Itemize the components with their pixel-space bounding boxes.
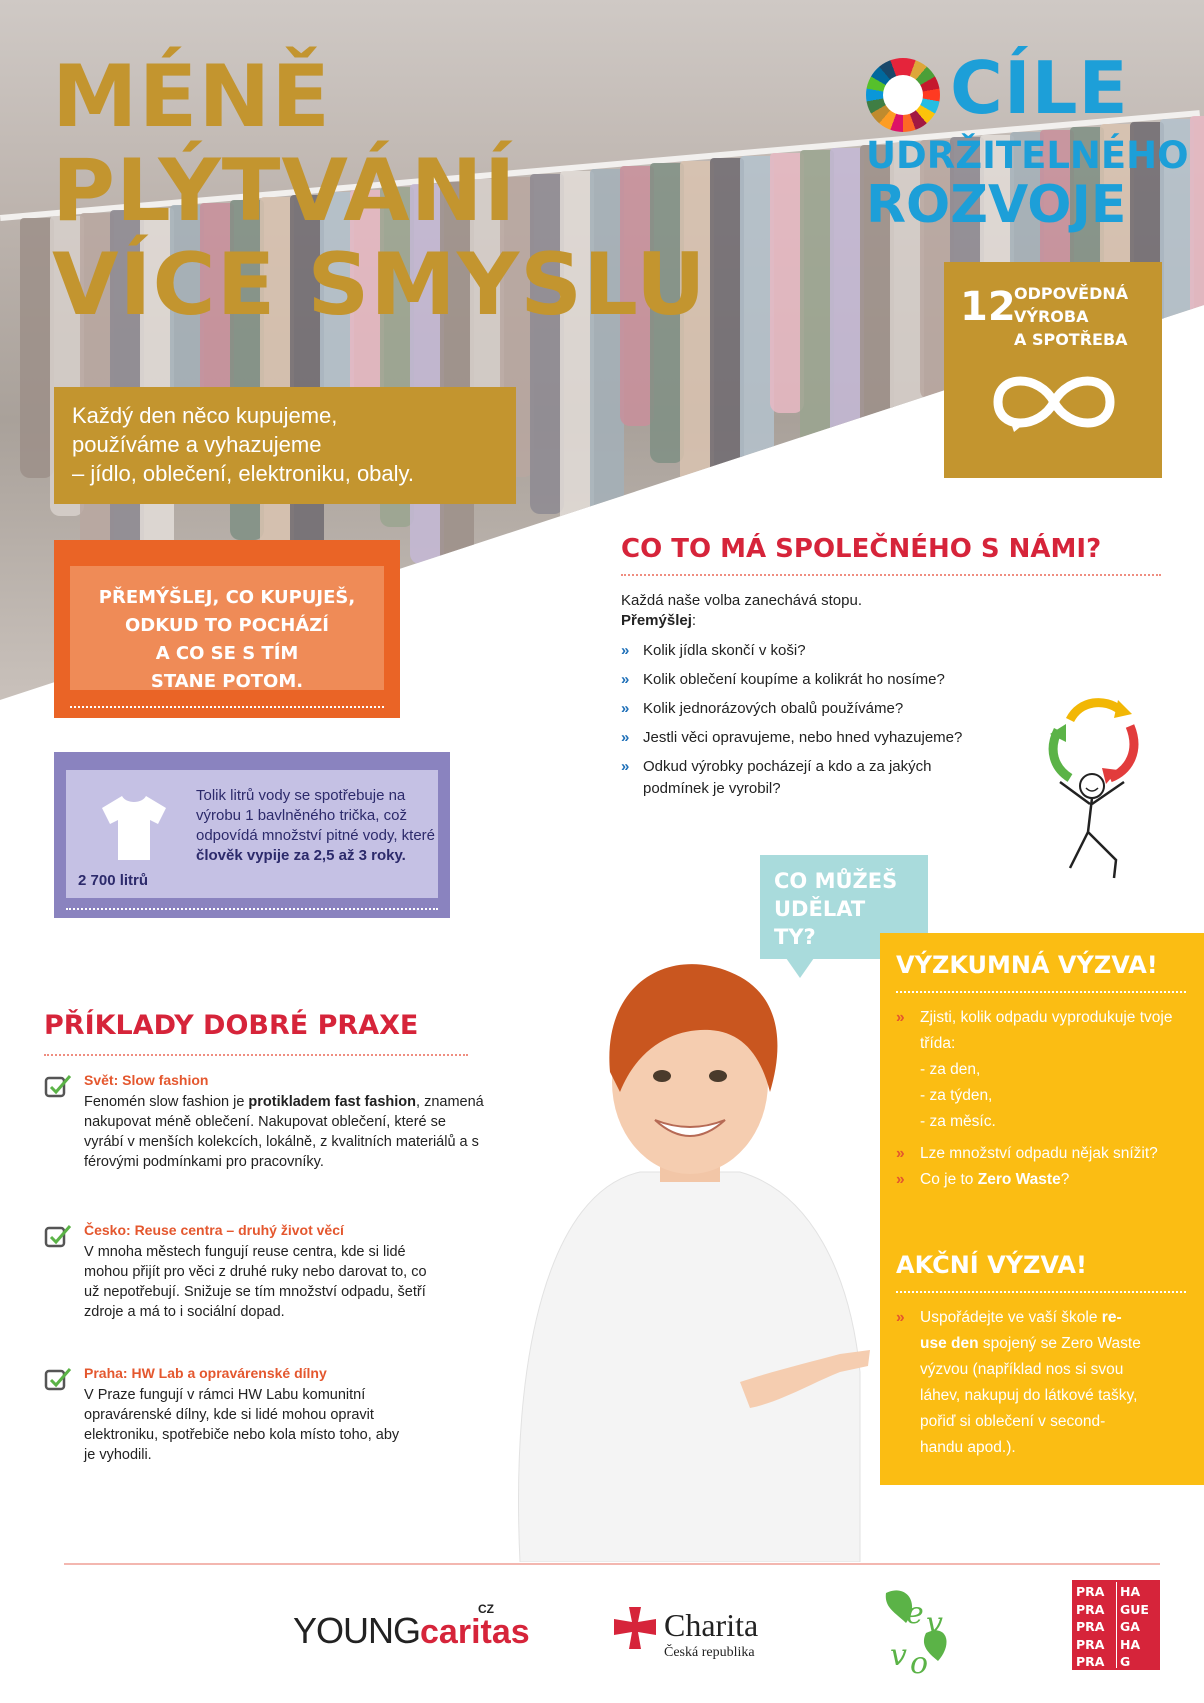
- list-item: [896, 1167, 1186, 1193]
- action-challenge-heading: AKČNÍ VÝZVA!: [896, 1251, 1087, 1279]
- action-text-b: spojený se Zero Waste výzvou (například nos si svou láhev, nakupuj do látkové tašky, pořiď si oblečení v second-handu apod.).: [920, 1335, 1141, 1456]
- example-body-bold: protikladem fast fashion: [248, 1094, 417, 1110]
- list-item: [896, 1141, 1186, 1167]
- research-challenge-heading: VÝZKUMNÁ VÝZVA!: [896, 951, 1158, 979]
- research-sub-1: - za den,: [920, 1061, 981, 1078]
- list-item: [621, 640, 1041, 662]
- research-item-3a: Co je to: [920, 1171, 978, 1188]
- water-text: [196, 786, 436, 866]
- evvo-letter-v2: v: [890, 1638, 907, 1673]
- title-line-3: VÍCE SMYSLU: [52, 235, 707, 335]
- list-item: [896, 1305, 1146, 1461]
- evvo-letter-o: o: [910, 1646, 929, 1678]
- dotted-divider: [896, 991, 1186, 993]
- water-fact-inner: [66, 770, 438, 898]
- sdg-wheel-icon: [866, 58, 940, 132]
- checkbox-check-icon: [44, 1074, 72, 1100]
- action-challenge-list: [896, 1305, 1146, 1461]
- praha-divider: [1116, 1582, 1117, 1668]
- co-to-ma-intro: Každá naše volba zanechává stopu.: [621, 592, 863, 609]
- praha-c1-3: PRA: [1076, 1619, 1105, 1634]
- infinity-icon: [984, 362, 1124, 442]
- example-body: V mnoha městech fungují reuse centra, kde si lidé mohou přijít pro věci z druhé ruky nebo darovat to, co už nepotřebují. Snižuje se tím množství odpadu, šetří zdroje a má to i sociální dopad.: [84, 1244, 427, 1320]
- research-item-1: Zjisti, kolik odpadu vyprodukuje tvoje třída:: [920, 1009, 1173, 1052]
- questions-list: [621, 640, 1041, 807]
- praha-c2-4: HA: [1120, 1636, 1141, 1652]
- chevron-right-icon: »: [621, 729, 630, 746]
- charita-logo: [612, 1605, 759, 1660]
- charita-name: Charita: [664, 1607, 759, 1643]
- sdg-logo: [866, 46, 1189, 235]
- action-text-bold: re-use den: [920, 1309, 1122, 1352]
- checkbox-check-icon: [44, 1224, 72, 1250]
- praha-c1-4: PRA: [1076, 1636, 1105, 1652]
- charita-cross-icon: [612, 1605, 658, 1651]
- list-item: [621, 727, 1041, 749]
- water-fact-box: [54, 752, 450, 918]
- section-heading-co-to-ma: CO TO MÁ SPOLEČNÉHO S NÁMI?: [621, 534, 1102, 564]
- praha-logo: [1072, 1580, 1160, 1670]
- question-text: Kolik jídla skončí v koši?: [643, 642, 806, 659]
- research-item-3-bold: Zero Waste: [977, 1171, 1061, 1188]
- example-title: Praha: HW Lab a opravárenské dílny: [84, 1365, 327, 1381]
- example-item: [44, 1365, 484, 1495]
- page-title: [52, 47, 812, 335]
- question-text: Jestli věci opravujeme, nebo hned vyhazujeme?: [643, 729, 963, 746]
- hanging-garment: [830, 148, 864, 488]
- chevron-right-icon: »: [896, 1309, 905, 1326]
- example-item: [44, 1072, 484, 1202]
- water-text-bold-1: člověk: [196, 847, 243, 864]
- logo-cz: CZ: [478, 1602, 494, 1616]
- sdg-logo-line-3: ROZVOJE: [866, 175, 1127, 235]
- chevron-right-icon: »: [621, 758, 630, 775]
- praha-c1-5: PRA: [1076, 1654, 1105, 1669]
- speech-bubble-tail: [786, 958, 814, 978]
- research-item-2: Lze množství odpadu nějak snížit?: [920, 1145, 1158, 1162]
- research-sub-2: - za týden,: [920, 1087, 993, 1104]
- example-body-a: Fenomén slow fashion je: [84, 1094, 249, 1110]
- think-box: [54, 540, 400, 718]
- praha-col-2: [1120, 1583, 1149, 1671]
- logo-caritas: caritas: [420, 1613, 530, 1651]
- intro-line-2: používáme a vyhazujeme: [72, 432, 322, 457]
- question-text: Odkud výrobky pocházejí a kdo a za jakých podmínek je vyrobil?: [643, 758, 932, 797]
- bubble-line-3: TY?: [774, 925, 816, 949]
- sdg-logo-line-1: CÍLE: [950, 46, 1129, 130]
- title-line-1: MÉNĚ: [52, 47, 332, 147]
- chevron-right-icon: »: [896, 1009, 905, 1026]
- praha-c1-1: PRA: [1076, 1584, 1105, 1599]
- think-line-2: ODKUD TO POCHÁZÍ: [125, 615, 329, 636]
- dotted-divider: [896, 1291, 1186, 1293]
- research-item-3b: ?: [1060, 1171, 1070, 1188]
- praha-c2-1: HA: [1120, 1584, 1141, 1599]
- evvo-letter-e: e: [906, 1596, 924, 1631]
- research-sub-3: - za měsíc.: [920, 1113, 996, 1130]
- recycling-stick-figure-icon: [1040, 690, 1150, 880]
- section-heading-examples: PŘÍKLADY DOBRÉ PRAXE: [44, 1010, 419, 1041]
- goal-title: [1014, 282, 1128, 351]
- goal-12-badge: [944, 262, 1162, 478]
- bubble-line-2: UDĚLAT: [774, 897, 866, 921]
- think-line-4: STANE POTOM.: [150, 671, 304, 692]
- intro-line-3: – jídlo, oblečení, elektroniku, obaly.: [72, 461, 415, 486]
- water-text-bold-2: vypije za 2,5 až 3 roky.: [246, 847, 406, 864]
- intro-box: [54, 387, 516, 504]
- list-item: [621, 756, 943, 800]
- chevron-right-icon: »: [621, 700, 630, 717]
- action-text-a: Uspořádejte ve vaší škole: [920, 1309, 1102, 1326]
- list-item: [896, 1083, 1186, 1109]
- footer-divider: [64, 1563, 1160, 1565]
- youngcaritas-logo: [293, 1602, 530, 1652]
- praha-c1-2: PRA: [1076, 1601, 1105, 1617]
- chevron-right-icon: »: [621, 671, 630, 688]
- chevron-right-icon: »: [896, 1145, 905, 1162]
- think-line-1: PŘEMÝŠLEJ, CO KUPUJEŠ,: [98, 587, 356, 608]
- praha-c2-3: GA: [1120, 1619, 1140, 1634]
- bubble-line-1: CO MŮŽEŠ: [774, 869, 898, 893]
- question-text: Kolik jednorázových obalů používáme?: [643, 700, 904, 717]
- list-item: [621, 669, 1041, 691]
- think-box-text: [70, 566, 384, 690]
- think-label-colon: :: [691, 612, 697, 629]
- list-item: [896, 1057, 1186, 1083]
- example-title: Svět: Slow fashion: [84, 1072, 209, 1088]
- challenges-box: [880, 933, 1204, 1485]
- dotted-divider: [66, 908, 438, 910]
- research-challenge-list: [896, 1005, 1186, 1193]
- example-body: V Praze fungují v rámci HW Labu komunitní opravárenské dílny, kde si lidé mohou opravit elektroniku, spotřebiče nebo kola místo toho, aby je vyhodili.: [84, 1387, 400, 1463]
- water-text-a: Tolik litrů vody se spotřebuje na výrobu 1 bavlněného trička, což odpovídá množství pitné vody, které: [196, 787, 436, 844]
- water-amount: 2 700 litrů: [78, 872, 149, 889]
- example-title: Česko: Reuse centra – druhý život věcí: [84, 1222, 344, 1238]
- example-item: [44, 1222, 484, 1352]
- think-label: [621, 612, 696, 629]
- think-label-text: Přemýšlej: [621, 612, 692, 629]
- list-item: [896, 1109, 1186, 1135]
- dotted-divider: [70, 706, 384, 708]
- evvo-logo: [876, 1583, 956, 1678]
- hanging-garment: [1190, 116, 1204, 536]
- question-text: Kolik oblečení koupíme a kolikrát ho nosíme?: [643, 671, 945, 688]
- example-body: [84, 1092, 484, 1172]
- praha-c2-2: GUE: [1120, 1601, 1149, 1617]
- goal-number: 12: [960, 284, 1016, 330]
- example-body-b: , znamená nakupovat méně oblečení. Nakupovat oblečení, které se vyrábí v menších kolekcích, lokálně, z kvalitních materiálů a s férovými podmínkami pro pracovníky.: [84, 1094, 484, 1170]
- dotted-divider: [44, 1054, 468, 1056]
- checkbox-check-icon: [44, 1367, 72, 1393]
- think-line-3: A CO SE S TÍM: [155, 643, 299, 664]
- goal-title-line-3: A SPOTŘEBA: [1014, 330, 1128, 349]
- chevron-right-icon: »: [896, 1171, 905, 1188]
- charita-subtitle: Česká republika: [664, 1645, 755, 1660]
- speech-bubble-text: [774, 867, 897, 951]
- list-item: [621, 698, 1041, 720]
- praha-c2-5: G: [1120, 1654, 1131, 1669]
- praha-col-1: [1076, 1583, 1104, 1671]
- title-line-2: PLÝTVÁNÍ: [52, 141, 517, 241]
- sdg-logo-line-2: UDRŽITELNÉHO: [866, 134, 1189, 177]
- logo-young: YOUNG: [293, 1610, 421, 1651]
- goal-title-line-1: ODPOVĚDNÁ: [1014, 284, 1129, 303]
- intro-line-1: Každý den něco kupujeme,: [72, 403, 338, 428]
- smiling-boy-photo: [510, 952, 870, 1562]
- chevron-right-icon: »: [621, 642, 630, 659]
- tshirt-icon: [98, 792, 170, 864]
- hanging-garment: [20, 218, 54, 478]
- dotted-divider: [621, 574, 1161, 576]
- goal-title-line-2: VÝROBA: [1014, 307, 1089, 326]
- list-item: [896, 1005, 1186, 1057]
- evvo-letter-v: v: [926, 1606, 943, 1641]
